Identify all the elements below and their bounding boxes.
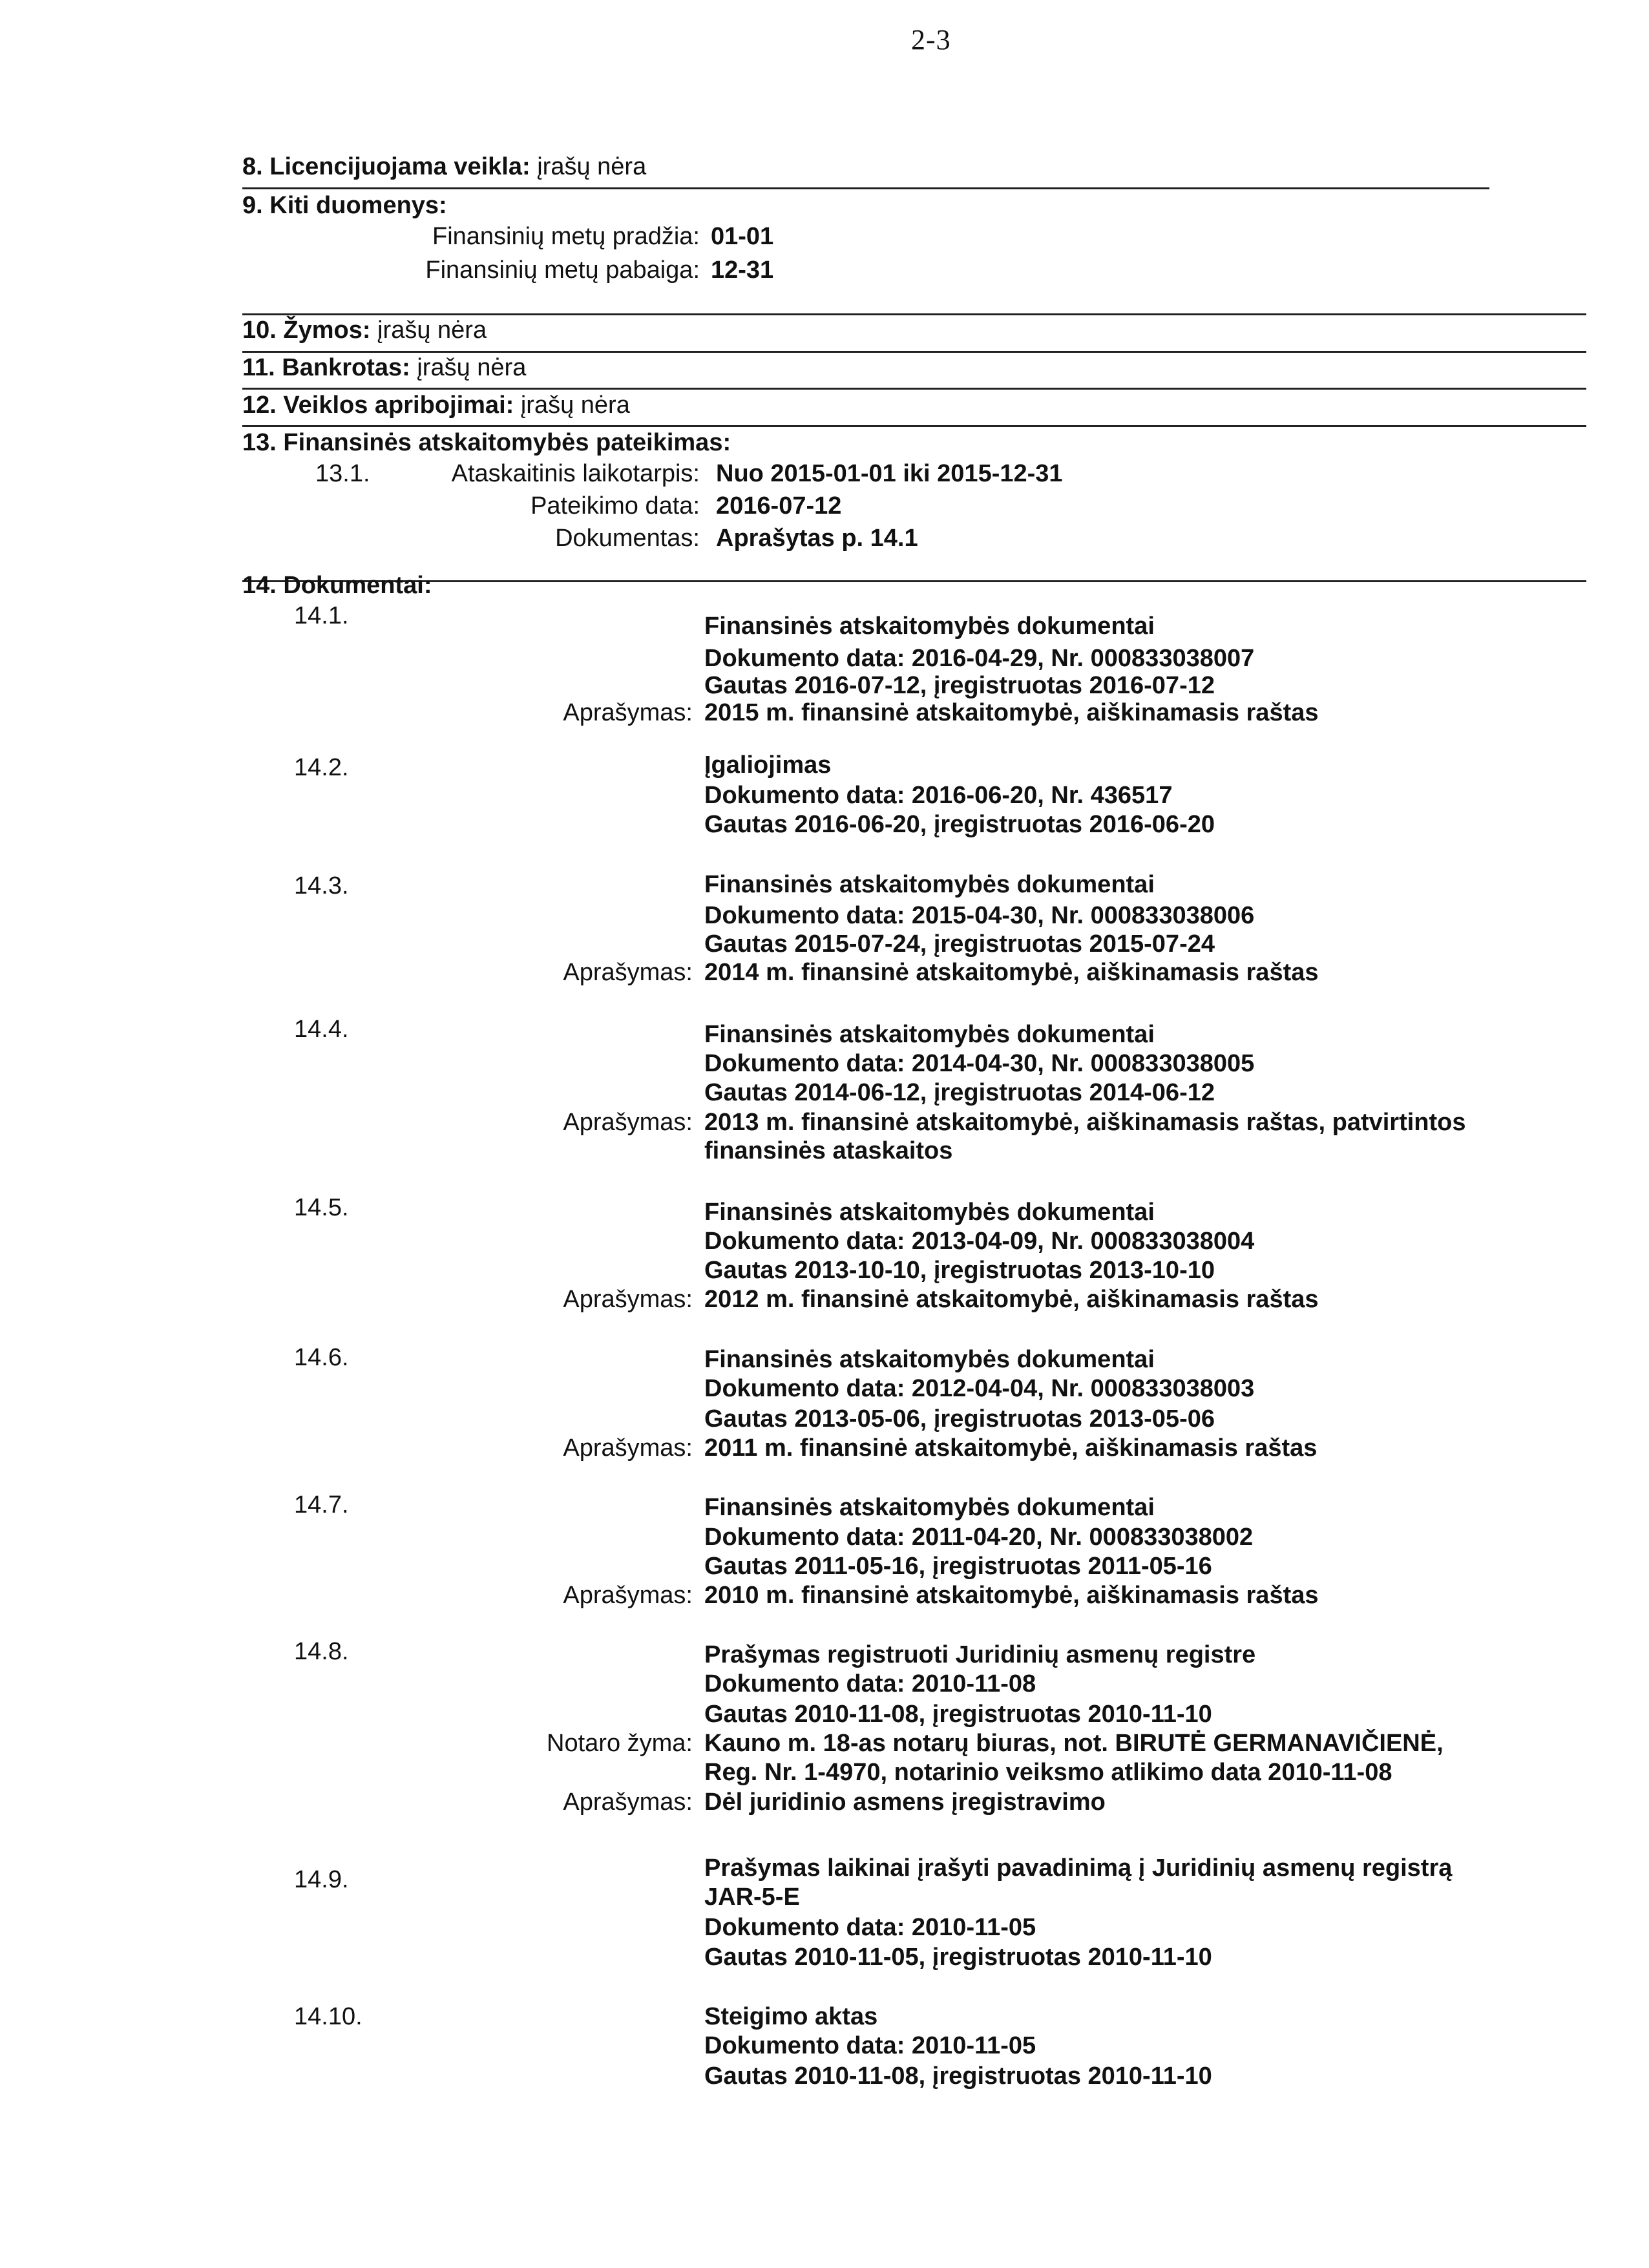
doc-title: Finansinės atskaitomybės dokumentai <box>704 1494 1155 1521</box>
divider <box>242 187 1489 189</box>
section-10-label: 10. Žymos: <box>242 317 371 344</box>
doc-title: Prašymas laikinai įrašyti pavadinimą į Juridinių asmenų registrą <box>704 1854 1453 1882</box>
doc-title: Finansinės atskaitomybės dokumentai <box>704 871 1155 898</box>
section-13 <box>242 429 731 457</box>
notary-office: Kauno m. 18-as notarų biuras, not. BIRUTĖ GERMANAVIČIENĖ, <box>704 1730 1444 1757</box>
doc-number: 14.7. <box>294 1491 349 1518</box>
doc-received: Gautas 2015-07-24, įregistruotas 2015-07-24 <box>704 930 1215 958</box>
doc-number: 14.9. <box>294 1866 349 1893</box>
section-13-number: 13.1. <box>315 460 370 487</box>
doc-title-cont: JAR-5-E <box>704 1884 800 1911</box>
doc-description: 2012 m. finansinė atskaitomybė, aiškinamasis raštas <box>704 1286 1319 1313</box>
section-9-label: 9. Kiti duomenys: <box>242 192 447 219</box>
divider <box>242 425 1586 427</box>
section-12 <box>242 392 630 419</box>
section-11-value: įrašų nėra <box>417 354 527 381</box>
submission-date-key: Pateikimo data: <box>530 492 700 520</box>
section-11 <box>242 354 526 382</box>
page-number: 2-3 <box>911 24 951 56</box>
period-key: Ataskaitinis laikotarpis: <box>451 460 700 487</box>
doc-description-key: Aprašymas: <box>563 959 693 986</box>
document-row <box>0 525 700 554</box>
doc-received: Gautas 2016-07-12, įregistruotas 2016-07-12 <box>704 672 1215 699</box>
doc-number: 14.5. <box>294 1194 349 1221</box>
fiscal-end-value: 12-31 <box>711 257 774 284</box>
section-12-value: įrašų nėra <box>520 392 630 419</box>
doc-received: Gautas 2016-06-20, įregistruotas 2016-06-20 <box>704 811 1215 838</box>
section-11-label: 11. Bankrotas: <box>242 354 410 381</box>
document-key: Dokumentas: <box>555 525 700 552</box>
doc-title: Finansinės atskaitomybės dokumentai <box>704 1199 1155 1226</box>
doc-date: Dokumento data: 2015-04-30, Nr. 000833038006 <box>704 902 1255 929</box>
doc-date: Dokumento data: 2010-11-05 <box>704 2032 1036 2059</box>
submission-date-value: 2016-07-12 <box>716 492 842 520</box>
notary-key: Notaro žyma: <box>547 1730 693 1757</box>
doc-title: Finansinės atskaitomybės dokumentai <box>704 1021 1155 1048</box>
doc-description-key: Aprašymas: <box>563 1789 693 1816</box>
doc-number: 14.10. <box>294 2003 362 2030</box>
doc-received: Gautas 2010-11-08, įregistruotas 2010-11-10 <box>704 1701 1212 1728</box>
doc-description-key: Aprašymas: <box>563 699 693 726</box>
doc-title: Finansinės atskaitomybės dokumentai <box>704 613 1155 640</box>
section-14-label: 14. Dokumentai: <box>242 572 432 599</box>
period-value: Nuo 2015-01-01 iki 2015-12-31 <box>716 460 1063 487</box>
doc-date: Dokumento data: 2014-04-30, Nr. 000833038005 <box>704 1050 1255 1077</box>
doc-description: 2013 m. finansinė atskaitomybė, aiškinamasis raštas, patvirtintos <box>704 1109 1466 1136</box>
divider <box>242 351 1586 353</box>
section-10-value: įrašų nėra <box>377 317 487 344</box>
fiscal-end-row <box>0 257 700 286</box>
doc-title: Prašymas registruoti Juridinių asmenų registre <box>704 1641 1256 1668</box>
doc-description: 2015 m. finansinė atskaitomybė, aiškinamasis raštas <box>704 699 1319 726</box>
doc-title: Įgaliojimas <box>704 751 832 779</box>
doc-date: Dokumento data: 2016-04-29, Nr. 000833038007 <box>704 645 1255 672</box>
doc-received: Gautas 2014-06-12, įregistruotas 2014-06-12 <box>704 1079 1215 1106</box>
doc-date: Dokumento data: 2012-04-04, Nr. 000833038003 <box>704 1375 1255 1402</box>
divider <box>242 388 1586 390</box>
doc-date: Dokumento data: 2011-04-20, Nr. 000833038002 <box>704 1524 1254 1551</box>
doc-received: Gautas 2013-10-10, įregistruotas 2013-10-10 <box>704 1257 1215 1284</box>
doc-description-key: Aprašymas: <box>563 1434 693 1462</box>
doc-description-key: Aprašymas: <box>563 1582 693 1609</box>
doc-description-key: Aprašymas: <box>563 1286 693 1313</box>
doc-received: Gautas 2011-05-16, įregistruotas 2011-05-16 <box>704 1553 1212 1580</box>
submission-date-row <box>0 492 700 522</box>
fiscal-start-value: 01-01 <box>711 223 774 250</box>
section-10 <box>242 317 487 344</box>
fiscal-start-key: Finansinių metų pradžia: <box>432 223 700 250</box>
fiscal-start-row <box>0 223 700 253</box>
doc-description-key: Aprašymas: <box>563 1109 693 1136</box>
doc-description: 2010 m. finansinė atskaitomybė, aiškinamasis raštas <box>704 1582 1319 1609</box>
divider <box>242 313 1586 315</box>
section-14 <box>242 572 432 600</box>
section-12-label: 12. Veiklos apribojimai: <box>242 392 514 419</box>
doc-number: 14.8. <box>294 1638 349 1665</box>
doc-description: Dėl juridinio asmens įregistravimo <box>704 1789 1106 1816</box>
section-8 <box>242 153 646 181</box>
doc-number: 14.1. <box>294 602 349 629</box>
doc-title: Finansinės atskaitomybės dokumentai <box>704 1346 1155 1373</box>
doc-title: Steigimo aktas <box>704 2003 878 2030</box>
doc-received: Gautas 2010-11-08, įregistruotas 2010-11-10 <box>704 2063 1212 2090</box>
doc-date: Dokumento data: 2013-04-09, Nr. 000833038004 <box>704 1228 1255 1255</box>
section-8-label: 8. Licencijuojama veikla: <box>242 153 530 180</box>
divider <box>242 580 1586 582</box>
doc-description: 2011 m. finansinė atskaitomybė, aiškinamasis raštas <box>704 1434 1318 1462</box>
doc-number: 14.2. <box>294 754 349 781</box>
doc-number: 14.4. <box>294 1016 349 1043</box>
doc-date: Dokumento data: 2016-06-20, Nr. 436517 <box>704 782 1173 809</box>
doc-description: 2014 m. finansinė atskaitomybė, aiškinamasis raštas <box>704 959 1319 986</box>
section-8-value: įrašų nėra <box>537 153 647 180</box>
fiscal-end-key: Finansinių metų pabaiga: <box>425 257 700 284</box>
section-13-label: 13. Finansinės atskaitomybės pateikimas: <box>242 429 731 456</box>
document-value: Aprašytas p. 14.1 <box>716 525 918 552</box>
notary-registration: Reg. Nr. 1-4970, notarinio veiksmo atlikimo data 2010-11-08 <box>704 1759 1392 1786</box>
section-9 <box>242 192 447 220</box>
doc-date: Dokumento data: 2010-11-08 <box>704 1670 1036 1697</box>
doc-received: Gautas 2010-11-05, įregistruotas 2010-11-10 <box>704 1944 1212 1971</box>
doc-date: Dokumento data: 2010-11-05 <box>704 1914 1036 1941</box>
doc-description-cont: finansinės ataskaitos <box>704 1137 953 1164</box>
doc-number: 14.6. <box>294 1344 349 1371</box>
doc-number: 14.3. <box>294 872 349 899</box>
doc-received: Gautas 2013-05-06, įregistruotas 2013-05-06 <box>704 1405 1215 1433</box>
period-row <box>0 460 700 490</box>
